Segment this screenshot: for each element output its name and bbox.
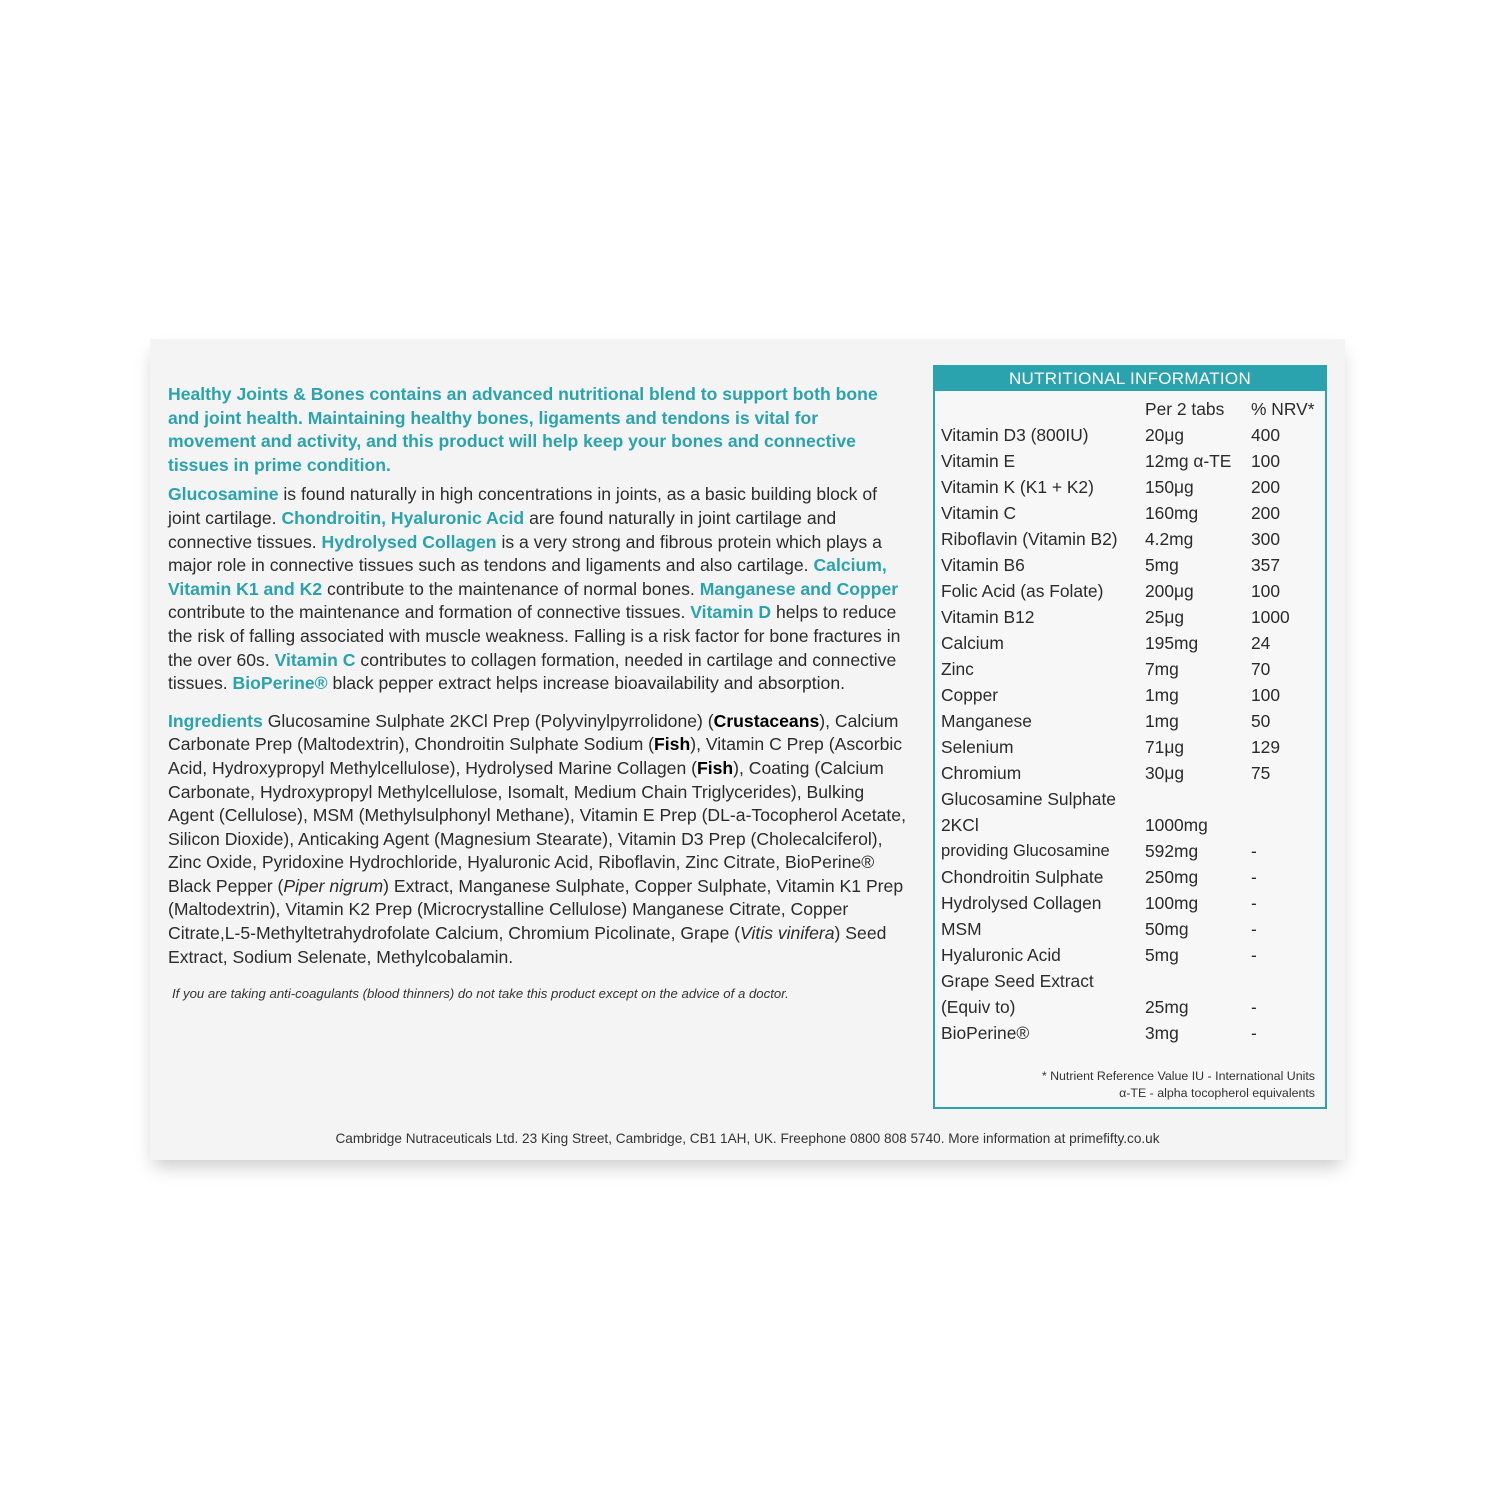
text-segment: ) Seed Extract, Sodium Selenate, Methylcobalamin. [168,923,887,967]
highlight-term: BioPerine® [232,673,328,694]
nrv-percent: 200 [1251,477,1281,497]
nutrient-name: Hyaluronic Acid [941,945,1061,965]
table-row [941,577,1325,603]
nrv-percent: 24 [1251,633,1271,653]
nutrient-name: Selenium [941,737,1014,757]
amount-per-2-tabs: 25mg [1145,997,1189,1017]
table-header-row [941,395,1325,421]
nrv-percent: - [1251,867,1257,887]
latin-name: Piper nigrum [283,875,384,896]
text-segment: ), Calcium Carbonate Prep (Maltodextrin), Chondroitin Sulphate Sodium ( [168,710,899,755]
table-row [941,733,1325,759]
amount-per-2-tabs: 150μg [1145,477,1194,497]
description-text [168,483,908,695]
highlight-term: Ingredients [168,710,263,731]
amount-per-2-tabs: 3mg [1145,1023,1179,1043]
amount-per-2-tabs: 5mg [1145,555,1179,575]
text-segment: ), Vitamin C Prep (Ascorbic Acid, Hydroxypropyl Methylcellulose), Hydrolysed Marine Collagen ( [168,734,903,778]
nutrient-name: (Equiv to) [941,997,1016,1017]
amount-per-2-tabs: 250mg [1145,867,1199,887]
table-row [941,473,1325,499]
amount-per-2-tabs: 4.2mg [1145,529,1194,549]
table-row [941,525,1325,551]
nrv-percent: - [1251,1023,1257,1043]
warning-text: If you are taking anti-coagulants (blood thinners) do not take this product except on the advice of a doctor. [172,986,789,1002]
nutrition-table-body [941,421,1325,1045]
highlight-term: Vitamin D [690,602,772,623]
description-column [168,383,908,1003]
nrv-percent: - [1251,945,1257,965]
nutrient-name: Vitamin C [941,503,1017,523]
nrv-percent: 1000 [1251,607,1290,627]
nutrient-name: Vitamin D3 (800IU) [941,425,1089,445]
table-row [941,941,1325,967]
amount-per-2-tabs: 50mg [1145,919,1189,939]
nutrient-name: Riboflavin (Vitamin B2) [941,529,1118,549]
highlight-term: Chondroitin, Hyaluronic Acid [281,507,525,528]
text-segment: helps to reduce the risk of falling associated with muscle weakness. Falling is a risk factor for bone fractures in the over 60s. [168,602,901,670]
allergen-term: Crustaceans [713,710,820,731]
header-nutrient [941,395,1145,421]
product-label-card [150,339,1345,1160]
highlight-term: Manganese and Copper [699,578,899,599]
footnote-line-1: * Nutrient Reference Value IU - International Units [1041,1069,1315,1083]
nrv-percent: 100 [1251,451,1281,471]
amount-per-2-tabs: 100mg [1145,893,1199,913]
footnote [1042,1068,1315,1101]
text-segment: is found naturally in high concentrations in joints, as a basic building block of joint cartilage. [168,484,878,528]
nrv-percent: 100 [1251,581,1281,601]
text-segment: contributes to collagen formation, needed in cartilage and connective tissues. [168,649,897,694]
amount-per-2-tabs: 592mg [1145,841,1199,861]
table-row [941,551,1325,577]
table-row [941,629,1325,655]
amount-per-2-tabs: 20μg [1145,425,1185,445]
text-segment: ), Coating (Calcium Carbonate, Hydroxypropyl Methylcellulose, Isomalt, Medium Chain Triglycerides), Bulking Agent (Cellulose), MSM (Methylsulphonyl Methane), Vitamin E Prep (DL-a-Tocopherol Acetate, Silicon Dioxide), Anticaking Agent (Magnesium Stearate), Vitamin D3 Prep (Cholecalciferol), Zinc Oxide, Pyridoxine Hydrochloride, Hyaluronic Acid, Riboflavin, Zinc Citrate, BioPerine® Black Pepper ( [168,757,906,896]
table-row [941,707,1325,733]
amount-per-2-tabs [1145,967,1251,993]
table-row [941,889,1325,915]
nutrient-name: Hydrolysed Collagen [941,893,1102,913]
nrv-percent: 129 [1251,737,1281,757]
table-row [941,863,1325,889]
amount-per-2-tabs: 1mg [1145,685,1179,705]
amount-per-2-tabs: 25μg [1145,607,1185,627]
table-row [941,655,1325,681]
latin-name: Vitis vinifera [740,923,835,944]
table-row [941,811,1325,837]
amount-per-2-tabs: 71μg [1145,737,1185,757]
nrv-percent: 300 [1251,529,1281,549]
text-segment: Glucosamine Sulphate 2KCl Prep (Polyvinylpyrrolidone) ( [262,710,714,731]
table-row [941,447,1325,473]
table-row [941,681,1325,707]
nrv-percent [1251,785,1325,811]
nutrient-name: Grape Seed Extract [941,971,1094,991]
amount-per-2-tabs: 30μg [1145,763,1185,783]
nrv-percent: 50 [1251,711,1271,731]
nutrient-name: Chromium [941,763,1022,783]
table-row [941,837,1325,863]
text-segment: is a very strong and fibrous protein which plays a major role in connective tissues such as tendons and ligaments and also cartilage. [168,531,882,576]
nrv-percent: 400 [1251,425,1281,445]
nrv-percent: - [1251,841,1257,861]
nrv-percent: - [1251,997,1257,1017]
nutrient-name: Vitamin B12 [941,607,1035,627]
text-segment: black pepper extract helps increase bioavailability and absorption. [327,673,846,694]
amount-per-2-tabs: 160mg [1145,503,1199,523]
highlight-term: Hydrolysed Collagen [321,531,497,552]
nutrient-name: BioPerine® [941,1023,1030,1043]
company-info: Cambridge Nutraceuticals Ltd. 23 King Street, Cambridge, CB1 1AH, UK. Freephone 0800 808 5740. More information at primefifty.co.uk [335,1131,1160,1146]
amount-per-2-tabs: 195mg [1145,633,1199,653]
nutrient-name: providing Glucosamine [941,841,1110,860]
amount-per-2-tabs: 200μg [1145,581,1194,601]
nutrient-name: Vitamin E [941,451,1016,471]
nrv-percent: 70 [1251,659,1271,679]
amount-per-2-tabs: 12mg α-TE [1145,451,1232,471]
text-segment: contribute to the maintenance and formation of connective tissues. [168,602,691,623]
nrv-percent: - [1251,893,1257,913]
intro-text: Healthy Joints & Bones contains an advanced nutritional blend to support both bone and joint health. Maintaining healthy bones, ligaments and tendons is vital for movement and activity, and this product will help keep your bones and connective tissues in prime condition. [168,384,878,475]
text-segment: ) Extract, Manganese Sulphate, Copper Sulphate, Vitamin K1 Prep (Maltodextrin), Vitamin K2 Prep (Microcrystalline Cellulose) Manganese Citrate, Copper Citrate,L-5-Methyltetrahydrofolate Calcium, Chromium Picolinate, Grape ( [168,875,904,944]
amount-per-2-tabs: 7mg [1145,659,1179,679]
ingredients-text [168,710,908,970]
table-row [941,759,1325,785]
nutrient-name: Vitamin B6 [941,555,1025,575]
table-row [941,915,1325,941]
nutrient-name: Chondroitin Sulphate [941,867,1104,887]
header-nrv: % NRV* [1251,399,1315,419]
amount-per-2-tabs: 5mg [1145,945,1179,965]
amount-per-2-tabs [1145,785,1251,811]
text-segment: are found naturally in joint cartilage and connective tissues. [168,507,837,552]
table-row [941,603,1325,629]
highlight-term: Glucosamine [168,484,279,505]
nrv-percent: 200 [1251,503,1281,523]
footnote-line-2: α-TE - alpha tocopherol equivalents [1119,1085,1315,1100]
nutrient-name: 2KCl [941,815,979,835]
nrv-percent [1251,967,1325,993]
allergen-term: Fish [654,734,691,755]
nutrition-table [941,395,1325,1045]
nrv-percent: 75 [1251,763,1271,783]
nrv-percent: 100 [1251,685,1281,705]
table-row [941,967,1325,993]
header-per-2-tabs: Per 2 tabs [1145,399,1225,419]
nutrient-name: Copper [941,685,999,705]
table-row [941,785,1325,811]
amount-per-2-tabs: 1000mg [1145,815,1208,835]
table-row [941,499,1325,525]
table-row [941,993,1325,1019]
allergen-term: Fish [697,757,734,778]
highlight-term: Vitamin C [274,649,356,670]
nutrient-name: MSM [941,919,982,939]
nutrient-name: Folic Acid (as Folate) [941,581,1104,601]
nutritional-info-panel [933,365,1327,1109]
nrv-percent [1251,811,1325,837]
nutrient-name: Zinc [941,659,974,679]
highlight-term: Calcium, Vitamin K1 and K2 [168,555,887,599]
table-row [941,1019,1325,1045]
nrv-percent: - [1251,919,1257,939]
nutrient-name: Vitamin K (K1 + K2) [941,477,1094,497]
nutrient-name: Calcium [941,633,1004,653]
nutrient-name: Glucosamine Sulphate [941,789,1116,809]
panel-title: NUTRITIONAL INFORMATION [935,367,1325,391]
nrv-percent: 357 [1251,555,1281,575]
text-segment: contribute to the maintenance of normal bones. [322,578,700,599]
nutrient-name: Manganese [941,711,1032,731]
amount-per-2-tabs: 1mg [1145,711,1179,731]
table-row [941,421,1325,447]
